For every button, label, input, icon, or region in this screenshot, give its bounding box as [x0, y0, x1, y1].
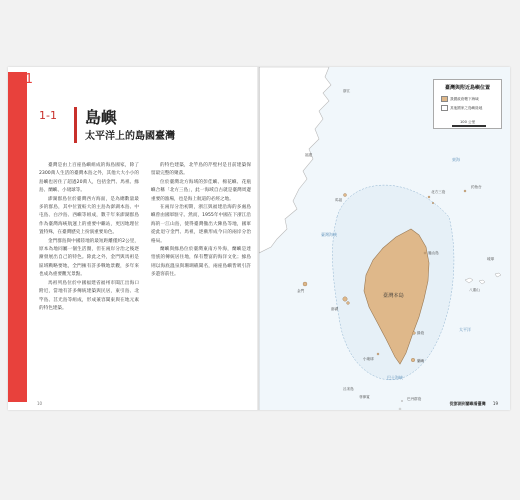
- map-label-mazu: 馬祖: [335, 198, 343, 202]
- map-legend: [433, 79, 502, 129]
- page-subtitle: 太平洋上的島國臺灣: [85, 131, 175, 142]
- page-number-right: 19: [492, 401, 498, 406]
- paragraph: 在兩岸分治初期，浙江與福建沿海的多處島嶼曾由國軍駐守。然而，1955年中國在下浙江沿海的一江山島，使得臺灣撤出大陳島等地，國軍從此退守金門、馬祖，逐漸形成今日的兩岸分治格局。: [151, 205, 251, 244]
- title-accent-bar: [74, 107, 77, 143]
- map-page: [259, 67, 510, 410]
- footer-title: 從澎湖到蘭嶼看臺灣: [449, 401, 486, 406]
- legend-title: 臺灣與附近島嶼位置: [444, 85, 490, 91]
- map-label-yaeyama: 八重山: [469, 288, 480, 292]
- map-label-zhejiang: 浙江: [343, 89, 351, 93]
- page-footer-right: [450, 401, 498, 407]
- map-label-kinmen: 金門: [297, 289, 305, 293]
- map-label-bashi: 巴士海峽: [387, 375, 403, 380]
- map-label-diaoyutai: 釣魚台: [471, 185, 482, 189]
- batanes-islands: [399, 408, 401, 410]
- paragraph: 澎湖群島位於臺灣西方海面，是為總數量最多的群島，其中位置較大的主島為澎湖本島、中屯島、白沙島、西嶼等組成，數千年來澎湖群島作為臺灣海峽航運上的重要中繼站，更因地理位置特殊，在臺灣歷史上扮演重要角色。: [39, 196, 139, 236]
- paragraph: 位於臺灣北方海域的彭佳嶼、棉花嶼、花瓶嶼合稱「北方三島」，此一海域自古就是臺灣周邊重要的漁場，也是海上航道的必經之地。: [151, 179, 251, 202]
- text-column-1: [39, 162, 139, 313]
- scale-label: 100 公里: [460, 120, 476, 124]
- chapter-number: 01: [18, 72, 32, 87]
- paragraph: 金門群島與中國陸地的最短距離僅約2公里，原本為地同屬一個生活圈，但在兩岸分治之後逐漸發展出自己的特色。除此之外，金門與馬祖是區域戰略要地，全門擁有許多戰地景觀，多年來也成為重要觀光景點。: [39, 238, 139, 278]
- map-label-okinawa: 琉球: [487, 257, 495, 261]
- map-label-ludao: 綠島: [417, 331, 425, 335]
- paragraph: 的特色建築，北竿島的芹壁村是目前建築保留最完整的聚落。: [151, 163, 251, 177]
- paragraph: 馬祖列島位於中國福建省福州市閩江出海口附近，當地有許多傳統建築與民居，東引島、北竿島、莒光島等組成，形成兼容閩東與在地元素的特色建築。: [39, 280, 139, 311]
- ludao-island: [413, 332, 416, 335]
- map-label-taiwan-strait: 臺灣海峽: [321, 232, 337, 237]
- map-label-pacific: 太平洋: [459, 327, 471, 332]
- legend-swatch: [441, 105, 448, 111]
- book-spread: [8, 67, 510, 410]
- mainland-coast: [259, 67, 331, 253]
- page-number-left: 10: [37, 401, 43, 406]
- chapter-tab: [8, 72, 27, 402]
- guishan-island: [424, 252, 426, 254]
- yaeyama-islands: [465, 273, 501, 284]
- lanyu-island: [411, 358, 415, 362]
- legend-label: 我國政府轄下海域: [450, 97, 479, 101]
- scale-bar: [452, 125, 486, 127]
- map-label-batanes: 巴丹群島: [407, 397, 422, 401]
- map-label-luzon: 呂宋島: [343, 387, 354, 391]
- legend-label: 其他國家之島嶼陸地: [450, 106, 483, 110]
- map-label-lanyu: 蘭嶼: [417, 359, 425, 363]
- xiaoliuqiu-island: [377, 353, 379, 355]
- book-gutter: [257, 67, 260, 410]
- kinmen-island: [303, 282, 307, 286]
- page-title: 島嶼: [85, 108, 118, 127]
- paragraph: 臺灣是由上百座島嶼組成的海島國家，除了2300萬人生活的臺灣本島之外，其他大大小小的島嶼也居住了超過20萬人，包括金門、馬祖、綠島、蘭嶼、小琉球等。: [39, 163, 139, 194]
- legend-swatch: [441, 96, 448, 102]
- map-label-philippines: 菲律賓: [359, 395, 370, 399]
- map-label-guishan: 龜山島: [428, 251, 439, 255]
- map-label-penghu: 澎湖: [331, 307, 339, 311]
- northern-islands: [428, 196, 430, 198]
- text-column-2: [151, 162, 251, 280]
- map-label-east-china-sea: 東海: [452, 157, 460, 162]
- paragraph: 蘭嶼與綠島位於臺灣東南方外海，蘭嶼是達悟族的傳統居住地，保有豐富的海洋文化；綠島則以海底溫泉與珊瑚礁聞名，兩座島嶼皆吸引許多遊客前往。: [151, 247, 251, 278]
- map-label-fujian: 福建: [305, 153, 313, 157]
- section-number: 1-1: [39, 109, 57, 122]
- diaoyutai-island: [464, 190, 466, 192]
- legend-item: [441, 105, 482, 111]
- map-label-taiwan: 臺灣本島: [383, 293, 404, 299]
- left-page: [8, 67, 258, 410]
- map-label-xiaoliuqiu: 小琉球: [363, 357, 374, 361]
- map-label-northern3: 北方三島: [431, 190, 446, 194]
- legend-item: [441, 96, 479, 102]
- mazu-island: [344, 194, 347, 197]
- penghu-island: [343, 297, 347, 301]
